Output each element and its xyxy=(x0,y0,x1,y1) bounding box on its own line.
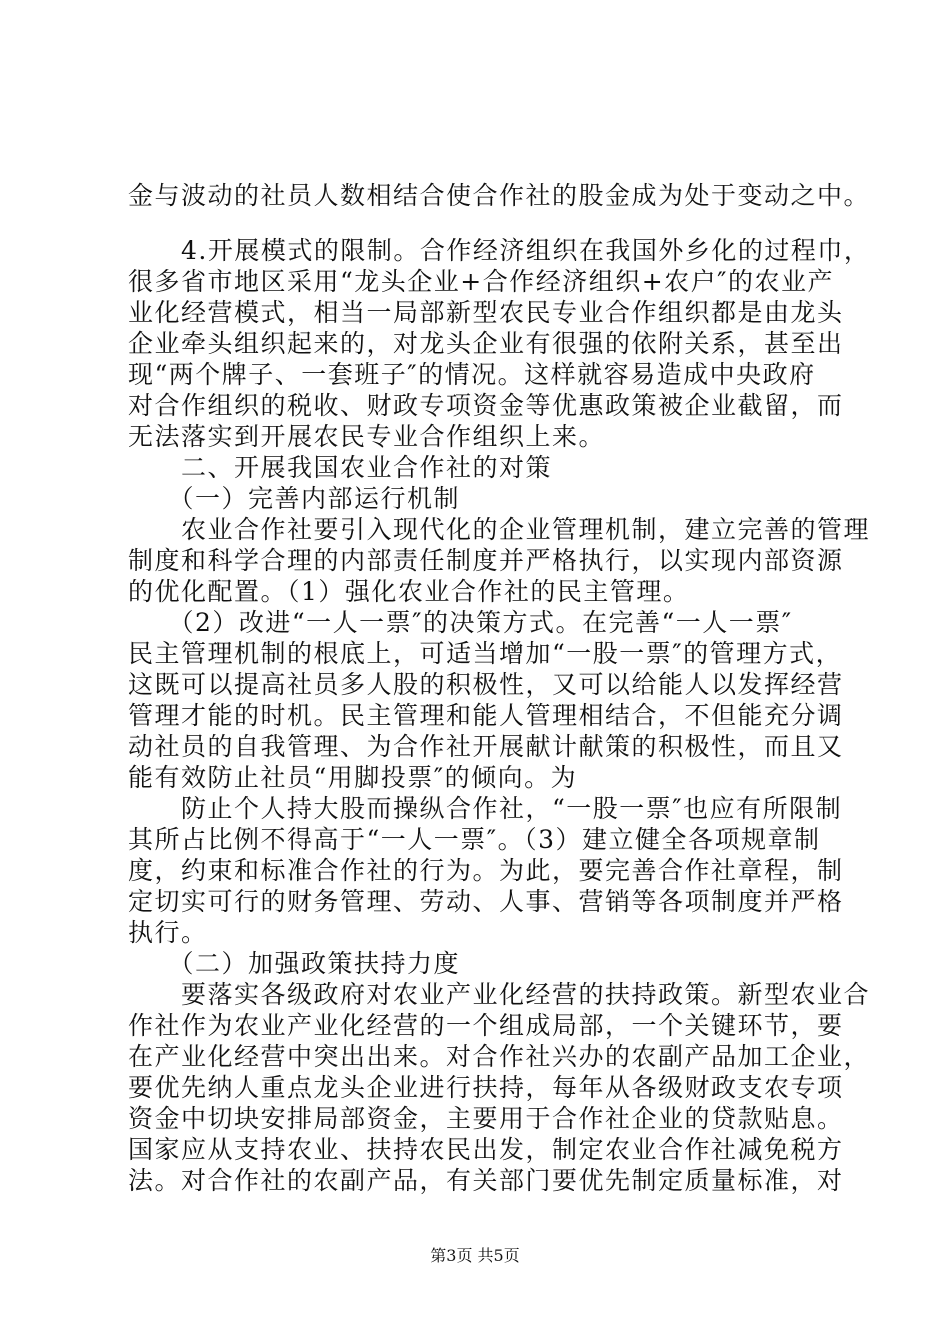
text-line: 4.开展模式的限制。合作经济组织在我国外乡化的过程巾， xyxy=(128,236,871,265)
text-line: 这既可以提高社员多人股的积极性，又可以给能人以发挥经营 xyxy=(128,670,844,699)
text-line: 很多省市地区采用“龙头企业+合作经济组织+农户″的农业产 xyxy=(128,267,835,296)
text-line: 要落实各级政府对农业产业化经营的扶持政策。新型农业合 xyxy=(128,980,871,1009)
text-line: 法。对合作社的农副产品，有关部门要优先制定质量标准，对 xyxy=(128,1166,844,1195)
text-line: 制度和科学合理的内部责任制度并严格执行，以实现内部资源 xyxy=(128,546,844,575)
text-line: 管理才能的时机。民主管理和能人管理相结合，不但能充分调 xyxy=(128,701,844,730)
text-line: 无法落实到开展农民专业合作组织上来。 xyxy=(128,422,606,451)
text-line: 执行。 xyxy=(128,918,208,947)
text-line: 作社作为农业产业化经营的一个组成局部，一个关键环节，要 xyxy=(128,1011,844,1040)
text-line: 其所占比例不得高于“一人一票″。（3）建立健全各项规章制 xyxy=(128,825,821,854)
text-line: （2）改进“一人一票″的决策方式。在完善“一人一票″ xyxy=(128,608,793,637)
text-line: 能有效防止社员“用脚投票″的倾向。为 xyxy=(128,763,578,792)
page-number: 第3页 共5页 xyxy=(430,1246,520,1265)
text-line: 对合作组织的税收、财政专项资金等优惠政策被企业截留，而 xyxy=(128,391,844,420)
text-line: 要优先纳人重点龙头企业进行扶持，每年从各级财政支农专项 xyxy=(128,1073,844,1102)
text-line: 业化经营模式，相当一局部新型农民专业合作组织都是由龙头 xyxy=(128,298,844,327)
text-line: 农业合作社要引入现代化的企业管理机制，建立完善的管理 xyxy=(128,515,871,544)
text-line: 防止个人持大股而操纵合作社，“一股一票″也应有所限制 xyxy=(128,794,843,823)
section-heading: 二、开展我国农业合作社的对策 xyxy=(128,453,553,482)
text-line: 度，约束和标准合作社的行为。为此，要完善合作社章程，制 xyxy=(128,856,844,885)
text-line: 资金中切块安排局部资金，主要用于合作社企业的贷款贴息。 xyxy=(128,1104,844,1133)
text-line: 在产业化经营中突出出来。对合作社兴办的农副产品加工企业， xyxy=(128,1042,871,1071)
text-line: 现“两个牌子、一套班子″的情况。这样就容易造成中央政府 xyxy=(128,360,816,389)
text-line: 的优化配置。（1）强化农业合作社的民主管理。 xyxy=(128,577,690,606)
text-line: 金与波动的社员人数相结合使合作社的股金成为处于变动之中。 xyxy=(128,181,871,210)
text-line: 民主管理机制的根底上，可适当增加“一股一票″的管理方式， xyxy=(128,639,843,668)
text-line: 国家应从支持农业、扶持农民出发，制定农业合作社减免税方 xyxy=(128,1135,844,1164)
subsection-heading: （一）完善内部运行机制 xyxy=(128,484,461,513)
text-line: 企业牵头组织起来的，对龙头企业有很强的依附关系，甚至出 xyxy=(128,329,844,358)
text-line: 定切实可行的财务管理、劳动、人事、营销等各项制度并严格 xyxy=(128,887,844,916)
text-line: 动社员的自我管理、为合作社开展献计献策的积极性，而且又 xyxy=(128,732,844,761)
subsection-heading: （二）加强政策扶持力度 xyxy=(128,949,461,978)
